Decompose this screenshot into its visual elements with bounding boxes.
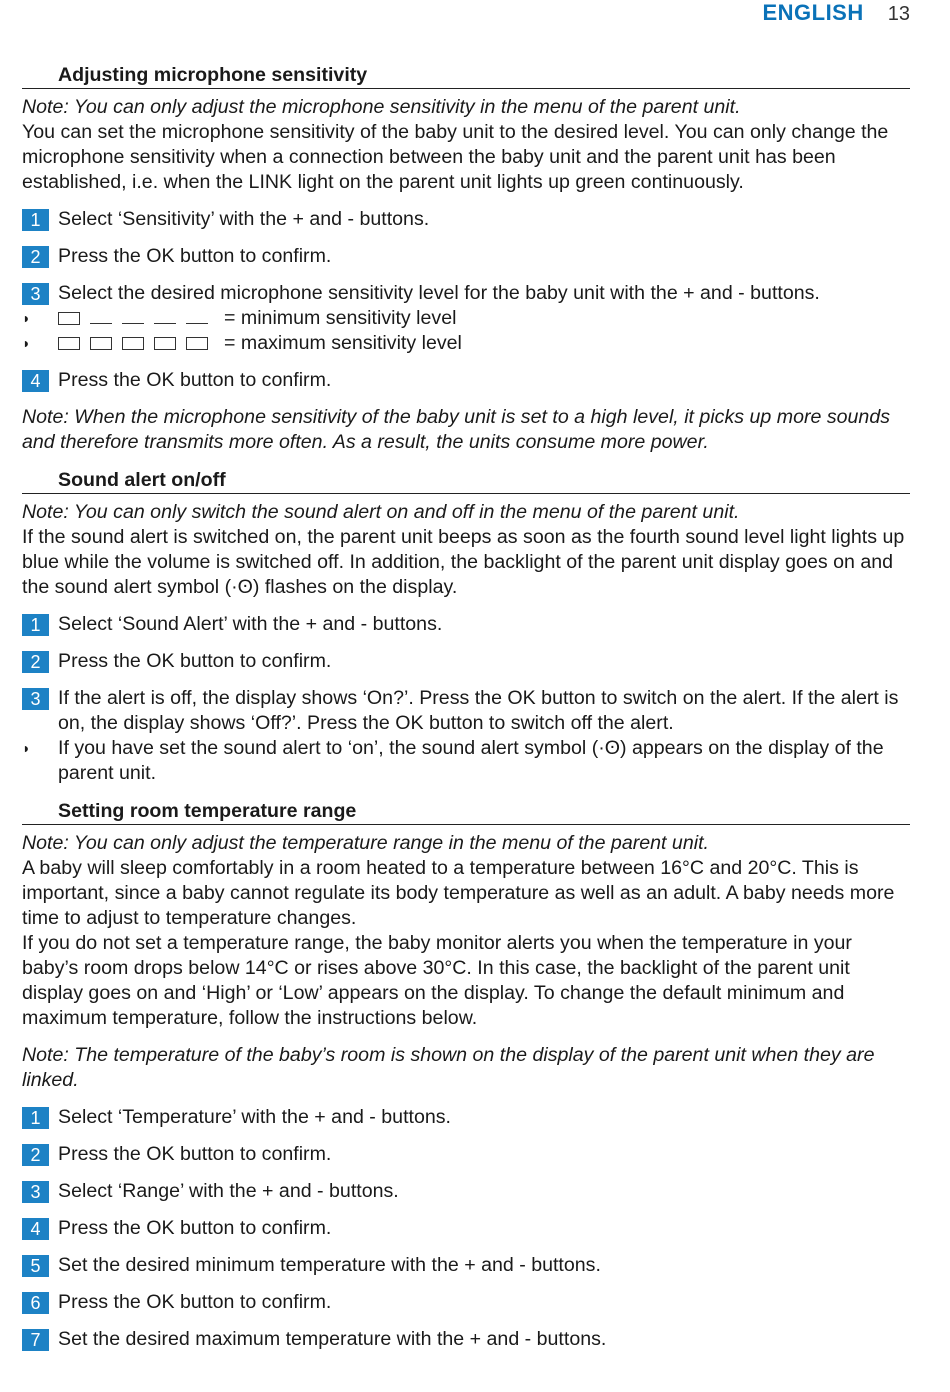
note-temperature: Note: You can only adjust the temperature range in the menu of the parent unit. <box>22 832 709 854</box>
step-text: Select ‘Sound Alert’ with the + and - buttons. <box>58 613 443 635</box>
step-text: Press the OK button to confirm. <box>58 1143 332 1165</box>
page-number: 13 <box>887 3 910 25</box>
step-text: Select ‘Range’ with the + and - buttons. <box>58 1180 399 1202</box>
note-sound-alert: Note: You can only switch the sound alert on and off in the menu of the parent unit. <box>22 501 740 523</box>
note-linked: Note: The temperature of the baby’s room is shown on the display of the parent unit when they are linked. <box>22 1044 875 1091</box>
min-sensitivity-icon <box>58 312 218 325</box>
step-item <box>22 1290 910 1315</box>
step-item <box>22 612 910 637</box>
step-number-badge: 2 <box>22 1144 49 1166</box>
step-text: Press the OK button to confirm. <box>58 1291 332 1313</box>
step-number-badge: 6 <box>22 1292 49 1314</box>
step-text: Press the OK button to confirm. <box>58 245 332 267</box>
bullet-arrow-icon: ◗ <box>22 335 31 351</box>
step-text: Set the desired minimum temperature with the + and - buttons. <box>58 1254 601 1276</box>
step-item <box>22 1216 910 1241</box>
step-item <box>22 1253 910 1278</box>
step-number-badge: 1 <box>22 1107 49 1129</box>
step-number-badge: 1 <box>22 209 49 231</box>
paragraph-microphone: You can set the microphone sensitivity of the baby unit to the desired level. You can only change the microphone sensitivity when a connection between the baby unit and the parent unit has been established, i.e. when the LINK light on the parent unit lights up green continuously. <box>22 121 889 193</box>
page-content <box>22 62 910 1352</box>
step-number-badge: 5 <box>22 1255 49 1277</box>
max-level-text: = maximum sensitivity level <box>224 332 462 354</box>
paragraph-temperature-2: If you do not set a temperature range, the baby monitor alerts you when the temperature in your baby’s room drops below 14°C or rises above 30°C. In this case, the backlight of the parent unit display goes on and ‘High’ or ‘Low’ appears on the display. To change the default minimum and maximum temperature, follow the instructions below. <box>22 932 852 1029</box>
step-text: Press the OK button to confirm. <box>58 650 332 672</box>
step-item <box>22 1142 910 1167</box>
step-text: Press the OK button to confirm. <box>58 1217 332 1239</box>
step-text: Select the desired microphone sensitivity level for the baby unit with the + and - buttons. <box>58 282 820 304</box>
language-label: ENGLISH <box>762 0 864 25</box>
section-title-temperature: Setting room temperature range <box>22 798 910 825</box>
note-power: Note: When the microphone sensitivity of the baby unit is set to a high level, it picks up more sounds and therefore transmits more often. As a result, the units consume more power. <box>22 406 891 453</box>
step-item <box>22 368 910 393</box>
step-text: Select ‘Sensitivity’ with the + and - buttons. <box>58 208 430 230</box>
step-text: Press the OK button to confirm. <box>58 369 332 391</box>
step-item <box>22 281 910 306</box>
bullet-arrow-icon: ◗ <box>22 740 31 756</box>
step-item <box>22 686 910 736</box>
bullet-item <box>22 736 910 786</box>
step-number-badge: 3 <box>22 283 49 305</box>
step-item <box>22 1105 910 1130</box>
step-item <box>22 207 910 232</box>
step-item <box>22 244 910 269</box>
bullet-item <box>22 331 910 356</box>
min-level-text: = minimum sensitivity level <box>224 307 457 329</box>
step-text: Select ‘Temperature’ with the + and - buttons. <box>58 1106 451 1128</box>
step-item <box>22 1179 910 1204</box>
step-number-badge: 4 <box>22 370 49 392</box>
paragraph-sound-alert: If the sound alert is switched on, the parent unit beeps as soon as the fourth sound level light lights up blue while the volume is switched off. In addition, the backlight of the parent unit display goes on and the sound alert symbol (·ʘ) flashes on the display. <box>22 526 905 598</box>
step-item <box>22 1327 910 1352</box>
page-header <box>762 0 910 26</box>
step-number-badge: 3 <box>22 688 49 710</box>
step-number-badge: 2 <box>22 246 49 268</box>
max-sensitivity-icon <box>58 337 218 350</box>
step-number-badge: 3 <box>22 1181 49 1203</box>
step-number-badge: 2 <box>22 651 49 673</box>
bullet-text: If you have set the sound alert to ‘on’, the sound alert symbol (·ʘ) appears on the display of the parent unit. <box>58 737 884 784</box>
step-text: If the alert is off, the display shows ‘On?’. Press the OK button to switch on the alert. If the alert is on, the display shows ‘Off?’. Press the OK button to switch off the alert. <box>58 687 899 734</box>
step-number-badge: 1 <box>22 614 49 636</box>
step-text: Set the desired maximum temperature with the + and - buttons. <box>58 1328 607 1350</box>
note-microphone: Note: You can only adjust the microphone sensitivity in the menu of the parent unit. <box>22 96 741 118</box>
section-title-sound-alert: Sound alert on/off <box>22 467 910 494</box>
bullet-arrow-icon: ◗ <box>22 310 31 326</box>
step-number-badge: 4 <box>22 1218 49 1240</box>
paragraph-temperature-1: A baby will sleep comfortably in a room heated to a temperature between 16°C and 20°C. This is important, since a baby cannot regulate its body temperature as well as an adult. A baby needs more time to adjust to temperature changes. <box>22 857 895 929</box>
bullet-item <box>22 306 910 331</box>
step-number-badge: 7 <box>22 1329 49 1351</box>
step-item <box>22 649 910 674</box>
section-title-microphone: Adjusting microphone sensitivity <box>22 62 910 89</box>
